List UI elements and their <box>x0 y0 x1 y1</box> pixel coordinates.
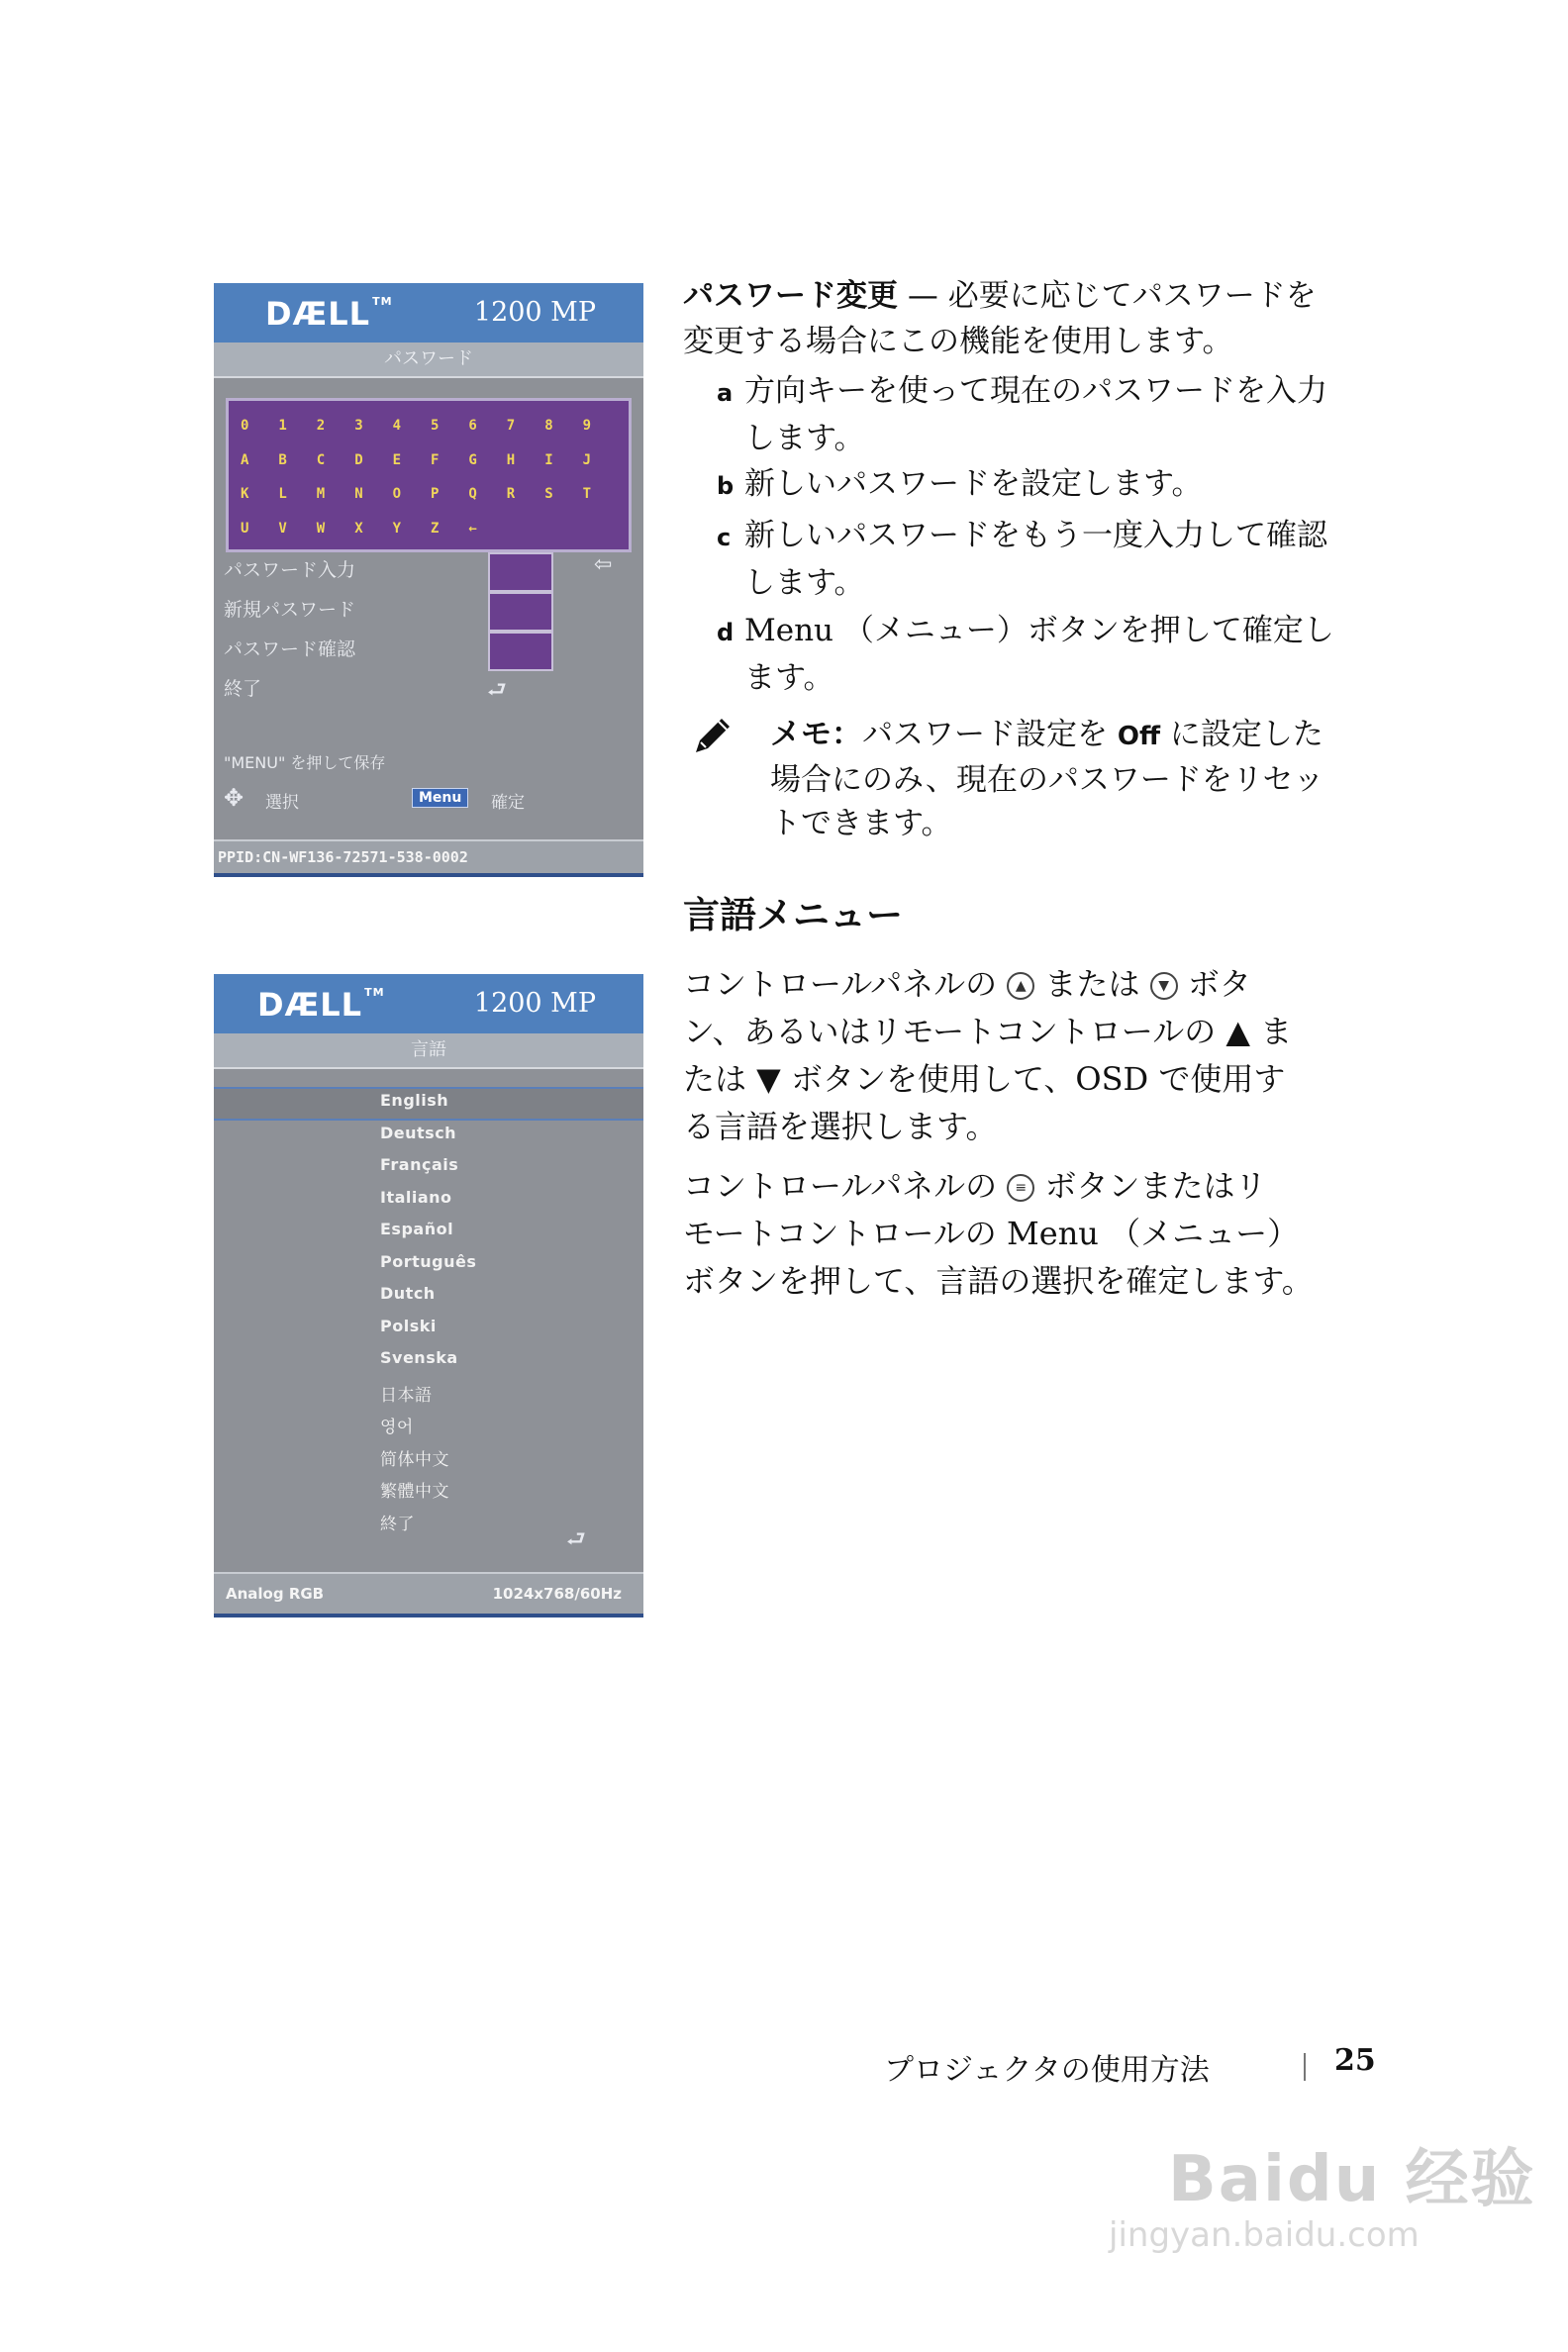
keypad-key[interactable]: 4 <box>392 418 402 435</box>
return-icon: ⮐ <box>566 1527 586 1552</box>
keypad-key[interactable]: 9 <box>582 418 592 435</box>
keypad-key[interactable]: T <box>582 486 592 503</box>
language-paragraph-1 <box>683 960 1292 1150</box>
text-line: します。 <box>744 421 865 456</box>
keypad-key[interactable]: P <box>431 486 440 503</box>
keypad-grid <box>241 409 621 545</box>
note-block <box>770 713 1324 845</box>
step-d <box>717 608 1334 701</box>
osd-footer <box>214 1572 643 1614</box>
keypad-key[interactable]: F <box>431 451 440 468</box>
back-arrow-icon: ⇦ <box>594 552 613 577</box>
confirm-action-label: 確定 <box>491 793 525 813</box>
footer-separator <box>1304 2053 1306 2081</box>
new-password-label: 新規パスワード <box>224 599 356 621</box>
text-line: トできます。 <box>770 806 952 841</box>
text-line: モートコントロールの <box>683 1215 1007 1252</box>
keypad-key[interactable]: W <box>316 520 326 537</box>
confirm-password-label: パスワード確認 <box>224 638 356 660</box>
keypad-key[interactable]: Q <box>468 486 477 503</box>
text-line: たは ▼ ボタンを使用して、 <box>683 1060 1076 1098</box>
keypad-key[interactable]: 6 <box>468 418 477 435</box>
keypad-key[interactable]: R <box>506 486 516 503</box>
keypad-key[interactable]: H <box>506 451 516 468</box>
watermark-brand: Baidu 经验 <box>1168 2143 1536 2216</box>
osd-header <box>214 283 643 343</box>
page-number: 25 <box>1334 2043 1376 2078</box>
language-item[interactable]: 日本語 <box>380 1385 433 1406</box>
keypad-key[interactable]: E <box>392 451 402 468</box>
model-name: 1200 MP <box>473 988 596 1019</box>
up-button-icon: ▲ <box>1007 972 1034 1000</box>
confirm-password-field[interactable] <box>488 632 553 671</box>
keypad-key[interactable]: 8 <box>544 418 553 435</box>
osd-word: OSD <box>1075 1060 1149 1098</box>
text-line: る言語を選択します。 <box>683 1108 998 1145</box>
password-change-paragraph <box>683 273 1317 364</box>
keypad-key[interactable]: D <box>354 451 363 468</box>
password-change-heading: パスワード変更 <box>683 278 898 314</box>
note-pencil-icon <box>690 713 735 758</box>
keypad-key[interactable]: G <box>468 451 477 468</box>
osd-footer <box>214 839 643 873</box>
language-item[interactable]: Deutsch <box>380 1123 457 1142</box>
down-button-icon: ▼ <box>1150 972 1178 1000</box>
step-c <box>717 513 1327 606</box>
menu-word: Menu <box>744 613 834 648</box>
text-line: 場合にのみ、現在のパスワードをリセッ <box>770 762 1324 798</box>
password-osd-panel <box>214 283 643 877</box>
language-item[interactable]: 繁體中文 <box>380 1482 449 1502</box>
language-item[interactable]: Español <box>380 1220 454 1238</box>
signal-source: Analog RGB <box>226 1585 325 1603</box>
keypad-key[interactable]: A <box>241 451 249 468</box>
select-label: 選択 <box>265 793 299 813</box>
step-letter: a <box>717 379 734 407</box>
step-a <box>717 368 1327 461</box>
language-exit-item[interactable]: 終了 <box>380 1514 415 1534</box>
footer-section-title: プロジェクタの使用方法 <box>884 2053 1210 2088</box>
step-letter: b <box>717 472 735 500</box>
watermark-url: jingyan.baidu.com <box>1109 2215 1420 2255</box>
text-line: 新しいパスワードをもう一度入力して確認 <box>744 518 1327 553</box>
step-letter: d <box>717 619 735 646</box>
osd-title: 言語 <box>214 1033 643 1069</box>
text-line: ン、あるいはリモートコントロールの ▲ ま <box>683 1013 1293 1050</box>
text-line: （メニュー） <box>1098 1215 1300 1252</box>
dell-logo: DÆLL ™ <box>265 295 393 333</box>
keypad-key[interactable]: ← <box>468 520 477 537</box>
language-paragraph-2 <box>683 1162 1314 1305</box>
keypad-key[interactable]: 1 <box>278 418 287 435</box>
current-password-label: パスワード入力 <box>224 559 356 581</box>
keypad-key[interactable]: B <box>278 451 287 468</box>
language-item[interactable]: English <box>380 1091 449 1110</box>
keypad-key[interactable]: S <box>544 486 553 503</box>
text-line: または <box>1034 965 1150 1003</box>
language-item[interactable]: Português <box>380 1251 477 1271</box>
text-line: ボタンまたはリ <box>1034 1167 1267 1205</box>
text-line: コントロールパネルの <box>683 965 1008 1003</box>
text-line: ボタ <box>1177 965 1251 1003</box>
keypad-key[interactable]: V <box>278 520 287 537</box>
menu-word: Menu <box>1006 1215 1099 1252</box>
direction-pad-icon: ✥ <box>224 784 245 812</box>
text-line: ます。 <box>744 660 834 696</box>
dell-logo: DÆLL ™ <box>257 986 385 1024</box>
off-word: Off <box>1117 722 1161 751</box>
osd-title: パスワード <box>214 343 643 378</box>
save-hint: "MENU" を押して保存 <box>224 753 386 772</box>
resolution: 1024x768/60Hz <box>492 1585 622 1603</box>
keypad-key[interactable]: Y <box>392 520 402 537</box>
keypad-key[interactable]: 5 <box>431 418 440 435</box>
menu-button-icon: ≡ <box>1007 1174 1034 1202</box>
language-osd-panel <box>214 974 643 1617</box>
keypad-key[interactable]: I <box>544 451 553 468</box>
text-line: 方向キーを使って現在のパスワードを入力 <box>744 373 1327 409</box>
keypad-key[interactable]: 7 <box>506 418 516 435</box>
keypad-key[interactable]: X <box>354 520 363 537</box>
text-line: （メニュー）ボタンを押して確定し <box>842 613 1334 648</box>
keypad-key[interactable]: O <box>392 486 402 503</box>
text-line: で使用す <box>1148 1060 1286 1098</box>
language-item[interactable]: Svenska <box>380 1348 458 1367</box>
text-line: ボタンを押して、言語の選択を確定します。 <box>683 1262 1314 1300</box>
note-label: メモ： <box>770 717 862 752</box>
step-b <box>717 461 1203 509</box>
language-item[interactable]: Dutch <box>380 1284 436 1303</box>
text-line: に設定した <box>1160 717 1323 752</box>
model-name: 1200 MP <box>473 297 596 328</box>
keypad-key[interactable]: L <box>278 486 287 503</box>
keypad-key[interactable]: Z <box>431 520 440 537</box>
keypad-key[interactable]: J <box>582 451 592 468</box>
text-line: — 必要に応じてパスワードを <box>898 278 1317 314</box>
current-password-field[interactable] <box>488 552 553 592</box>
keypad-key[interactable]: M <box>316 486 326 503</box>
keypad-key[interactable]: N <box>354 486 363 503</box>
new-password-field[interactable] <box>488 592 553 632</box>
keypad-key[interactable]: C <box>316 451 326 468</box>
language-item[interactable]: Polski <box>380 1316 437 1335</box>
text-line: します。 <box>744 565 865 601</box>
language-item[interactable]: Italiano <box>380 1187 452 1207</box>
language-menu-heading: 言語メニュー <box>683 894 903 936</box>
keypad-key[interactable]: 0 <box>241 418 249 435</box>
password-keypad[interactable] <box>226 398 632 552</box>
keypad-key[interactable]: K <box>241 486 249 503</box>
exit-label[interactable]: 終了 <box>224 678 262 700</box>
text-line: 変更する場合にこの機能を使用します。 <box>683 324 1233 359</box>
return-icon: ⮐ <box>487 678 507 703</box>
osd-header <box>214 974 643 1033</box>
step-letter: c <box>717 524 732 551</box>
ppid-text: PPID:CN-WF136-72571-538-0002 <box>218 848 468 866</box>
language-item[interactable]: 简体中文 <box>380 1449 449 1470</box>
text-line: パスワード設定を <box>862 717 1118 752</box>
language-item[interactable]: 영어 <box>380 1418 414 1437</box>
keypad-key[interactable]: 3 <box>354 418 363 435</box>
keypad-key[interactable]: 2 <box>316 418 326 435</box>
text-line: 新しいパスワードを設定します。 <box>744 466 1203 502</box>
language-item[interactable]: Français <box>380 1155 459 1174</box>
text-line: コントロールパネルの <box>683 1167 1008 1205</box>
keypad-key[interactable]: U <box>241 520 249 537</box>
menu-button[interactable]: Menu <box>412 788 468 808</box>
